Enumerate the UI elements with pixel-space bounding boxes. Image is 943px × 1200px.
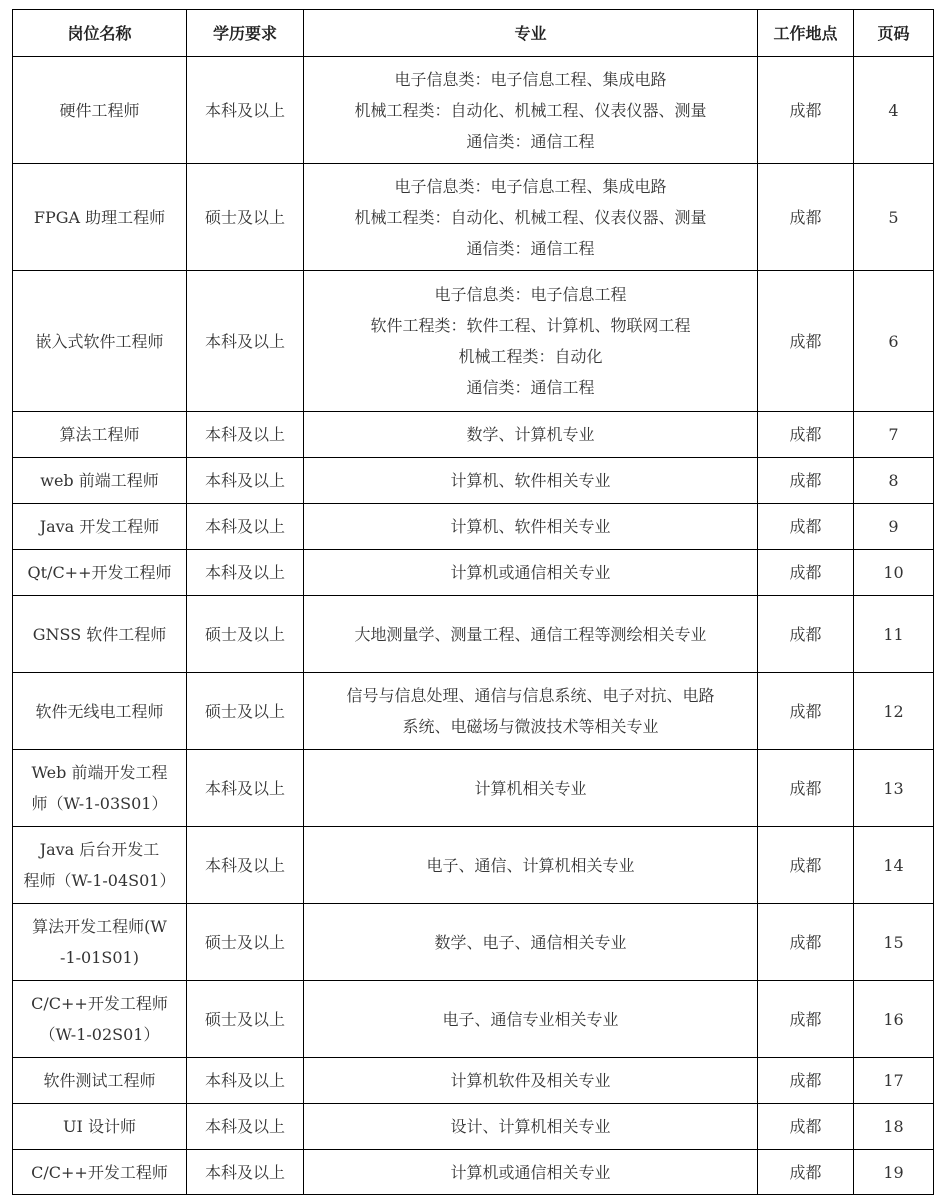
major-cell bbox=[304, 596, 758, 673]
location-cell: 成都 bbox=[758, 1150, 854, 1195]
table-header-row bbox=[13, 10, 934, 57]
location-cell: 成都 bbox=[758, 750, 854, 827]
position-name-line: C/C++开发工程师 bbox=[31, 1162, 168, 1182]
location-cell: 成都 bbox=[758, 57, 854, 164]
location-cell: 成都 bbox=[758, 981, 854, 1058]
education-cell: 硕士及以上 bbox=[187, 164, 304, 271]
major-line: 机械工程类：自动化、机械工程、仪表仪器、测量 bbox=[354, 100, 707, 120]
table-row bbox=[13, 57, 934, 164]
major-line: 软件工程类：软件工程、计算机、物联网工程 bbox=[370, 316, 691, 335]
position-name-cell bbox=[13, 504, 187, 550]
major-line: 计算机相关专业 bbox=[474, 778, 587, 798]
major-line: 设计、计算机相关专业 bbox=[450, 1117, 611, 1136]
page-number-cell: 9 bbox=[854, 504, 934, 550]
table-row bbox=[13, 673, 934, 750]
position-name-line: 软件测试工程师 bbox=[43, 1071, 156, 1090]
header-position: 岗位名称 bbox=[13, 10, 187, 57]
table-row bbox=[13, 1104, 934, 1150]
education-cell: 本科及以上 bbox=[187, 1150, 304, 1195]
page-number-cell: 17 bbox=[854, 1058, 934, 1104]
education-cell: 本科及以上 bbox=[187, 458, 304, 504]
location-cell: 成都 bbox=[758, 1104, 854, 1150]
major-line: 计算机、软件相关专业 bbox=[450, 517, 611, 536]
position-name-cell bbox=[13, 673, 187, 750]
education-cell: 本科及以上 bbox=[187, 412, 304, 458]
page-number-cell: 19 bbox=[854, 1150, 934, 1195]
major-cell bbox=[304, 164, 758, 271]
page-number-cell: 5 bbox=[854, 164, 934, 271]
table-row bbox=[13, 1058, 934, 1104]
major-cell bbox=[304, 827, 758, 904]
table-row bbox=[13, 827, 934, 904]
page-number-cell: 7 bbox=[854, 412, 934, 458]
location-cell: 成都 bbox=[758, 550, 854, 596]
position-name-cell bbox=[13, 1150, 187, 1195]
major-cell bbox=[304, 750, 758, 827]
position-name-line: FPGA 助理工程师 bbox=[33, 207, 166, 227]
position-name-cell bbox=[13, 271, 187, 412]
major-cell bbox=[304, 673, 758, 750]
table-row bbox=[13, 550, 934, 596]
position-name-cell bbox=[13, 1058, 187, 1104]
major-line: 通信类：通信工程 bbox=[466, 238, 595, 258]
education-cell: 本科及以上 bbox=[187, 827, 304, 904]
position-name-line: web 前端工程师 bbox=[40, 471, 159, 490]
major-cell bbox=[304, 904, 758, 981]
education-cell: 硕士及以上 bbox=[187, 904, 304, 981]
position-name-line: 算法开发工程师(W bbox=[32, 917, 167, 936]
page-number-cell: 15 bbox=[854, 904, 934, 981]
positions-table bbox=[12, 9, 934, 1195]
document-page bbox=[12, 9, 934, 1195]
location-cell: 成都 bbox=[758, 596, 854, 673]
page-number-cell: 13 bbox=[854, 750, 934, 827]
location-cell: 成都 bbox=[758, 827, 854, 904]
major-cell bbox=[304, 1104, 758, 1150]
major-line: 数学、电子、通信相关专业 bbox=[434, 932, 627, 952]
education-cell: 本科及以上 bbox=[187, 1058, 304, 1104]
major-line: 电子信息类：电子信息工程 bbox=[434, 285, 627, 304]
major-line: 计算机或通信相关专业 bbox=[450, 1162, 611, 1182]
position-name-cell bbox=[13, 164, 187, 271]
page-number-cell: 16 bbox=[854, 981, 934, 1058]
position-name-line: 软件无线电工程师 bbox=[35, 701, 164, 721]
position-name-line: Web 前端开发工程 bbox=[31, 763, 168, 782]
education-cell: 本科及以上 bbox=[187, 1104, 304, 1150]
position-name-cell bbox=[13, 981, 187, 1058]
table-row bbox=[13, 504, 934, 550]
major-line: 通信类：通信工程 bbox=[466, 131, 595, 151]
table-row bbox=[13, 271, 934, 412]
position-name-cell bbox=[13, 1104, 187, 1150]
position-name-line: UI 设计师 bbox=[63, 1117, 136, 1136]
page-number-cell: 18 bbox=[854, 1104, 934, 1150]
major-line: 计算机或通信相关专业 bbox=[450, 563, 611, 582]
page-number-cell: 11 bbox=[854, 596, 934, 673]
major-line: 机械工程类：自动化、机械工程、仪表仪器、测量 bbox=[354, 207, 707, 227]
position-name-cell bbox=[13, 596, 187, 673]
major-line: 数学、计算机专业 bbox=[466, 425, 595, 444]
position-name-line: （W-1-02S01） bbox=[39, 1025, 160, 1044]
major-cell bbox=[304, 550, 758, 596]
position-name-line: Java 开发工程师 bbox=[39, 517, 160, 536]
position-name-line: 嵌入式软件工程师 bbox=[35, 331, 164, 351]
education-cell: 硕士及以上 bbox=[187, 596, 304, 673]
header-major: 专业 bbox=[304, 10, 758, 57]
location-cell: 成都 bbox=[758, 904, 854, 981]
position-name-line: 算法工程师 bbox=[59, 425, 140, 444]
major-line: 信号与信息处理、通信与信息系统、电子对抗、电路 bbox=[346, 686, 715, 705]
page-number-cell: 6 bbox=[854, 271, 934, 412]
page-number-cell: 4 bbox=[854, 57, 934, 164]
location-cell: 成都 bbox=[758, 271, 854, 412]
table-row bbox=[13, 412, 934, 458]
major-cell bbox=[304, 981, 758, 1058]
major-cell bbox=[304, 458, 758, 504]
location-cell: 成都 bbox=[758, 504, 854, 550]
major-line: 电子、通信、计算机相关专业 bbox=[426, 855, 635, 875]
position-name-cell bbox=[13, 458, 187, 504]
education-cell: 硕士及以上 bbox=[187, 981, 304, 1058]
page-number-cell: 8 bbox=[854, 458, 934, 504]
major-line: 通信类：通信工程 bbox=[466, 378, 595, 397]
table-row bbox=[13, 458, 934, 504]
major-cell bbox=[304, 412, 758, 458]
table-row bbox=[13, 904, 934, 981]
major-line: 机械工程类：自动化 bbox=[458, 347, 603, 366]
table-row bbox=[13, 164, 934, 271]
major-line: 系统、电磁场与微波技术等相关专业 bbox=[402, 717, 659, 736]
major-line: 大地测量学、测量工程、通信工程等测绘相关专业 bbox=[354, 624, 707, 644]
page-number-cell: 12 bbox=[854, 673, 934, 750]
header-page: 页码 bbox=[854, 10, 934, 57]
position-name-line: GNSS 软件工程师 bbox=[32, 624, 167, 644]
position-name-cell bbox=[13, 550, 187, 596]
major-line: 计算机、软件相关专业 bbox=[450, 471, 611, 490]
table-row bbox=[13, 981, 934, 1058]
education-cell: 硕士及以上 bbox=[187, 673, 304, 750]
major-cell bbox=[304, 57, 758, 164]
position-name-line: Qt/C++开发工程师 bbox=[27, 563, 172, 582]
header-education: 学历要求 bbox=[187, 10, 304, 57]
header-location: 工作地点 bbox=[758, 10, 854, 57]
location-cell: 成都 bbox=[758, 1058, 854, 1104]
position-name-cell bbox=[13, 412, 187, 458]
table-row bbox=[13, 1150, 934, 1195]
education-cell: 本科及以上 bbox=[187, 750, 304, 827]
major-cell bbox=[304, 1058, 758, 1104]
education-cell: 本科及以上 bbox=[187, 504, 304, 550]
position-name-line: 硬件工程师 bbox=[59, 100, 140, 120]
major-line: 电子信息类：电子信息工程、集成电路 bbox=[394, 69, 667, 89]
position-name-line: 程师（W-1-04S01） bbox=[23, 871, 176, 890]
position-name-line: -1-01S01) bbox=[60, 948, 139, 967]
position-name-line: 师（W-1-03S01） bbox=[31, 794, 168, 813]
page-number-cell: 14 bbox=[854, 827, 934, 904]
location-cell: 成都 bbox=[758, 412, 854, 458]
major-cell bbox=[304, 1150, 758, 1195]
location-cell: 成都 bbox=[758, 458, 854, 504]
education-cell: 本科及以上 bbox=[187, 57, 304, 164]
education-cell: 本科及以上 bbox=[187, 271, 304, 412]
major-cell bbox=[304, 504, 758, 550]
location-cell: 成都 bbox=[758, 164, 854, 271]
major-line: 计算机软件及相关专业 bbox=[450, 1071, 611, 1090]
position-name-cell bbox=[13, 750, 187, 827]
position-name-cell bbox=[13, 57, 187, 164]
table-row bbox=[13, 750, 934, 827]
major-line: 电子信息类：电子信息工程、集成电路 bbox=[394, 176, 667, 196]
major-line: 电子、通信专业相关专业 bbox=[442, 1009, 619, 1029]
table-body bbox=[13, 57, 934, 1195]
page-number-cell: 10 bbox=[854, 550, 934, 596]
position-name-line: C/C++开发工程师 bbox=[31, 994, 168, 1013]
position-name-cell bbox=[13, 827, 187, 904]
major-cell bbox=[304, 271, 758, 412]
position-name-line: Java 后台开发工 bbox=[39, 840, 160, 859]
position-name-cell bbox=[13, 904, 187, 981]
table-row bbox=[13, 596, 934, 673]
education-cell: 本科及以上 bbox=[187, 550, 304, 596]
location-cell: 成都 bbox=[758, 673, 854, 750]
